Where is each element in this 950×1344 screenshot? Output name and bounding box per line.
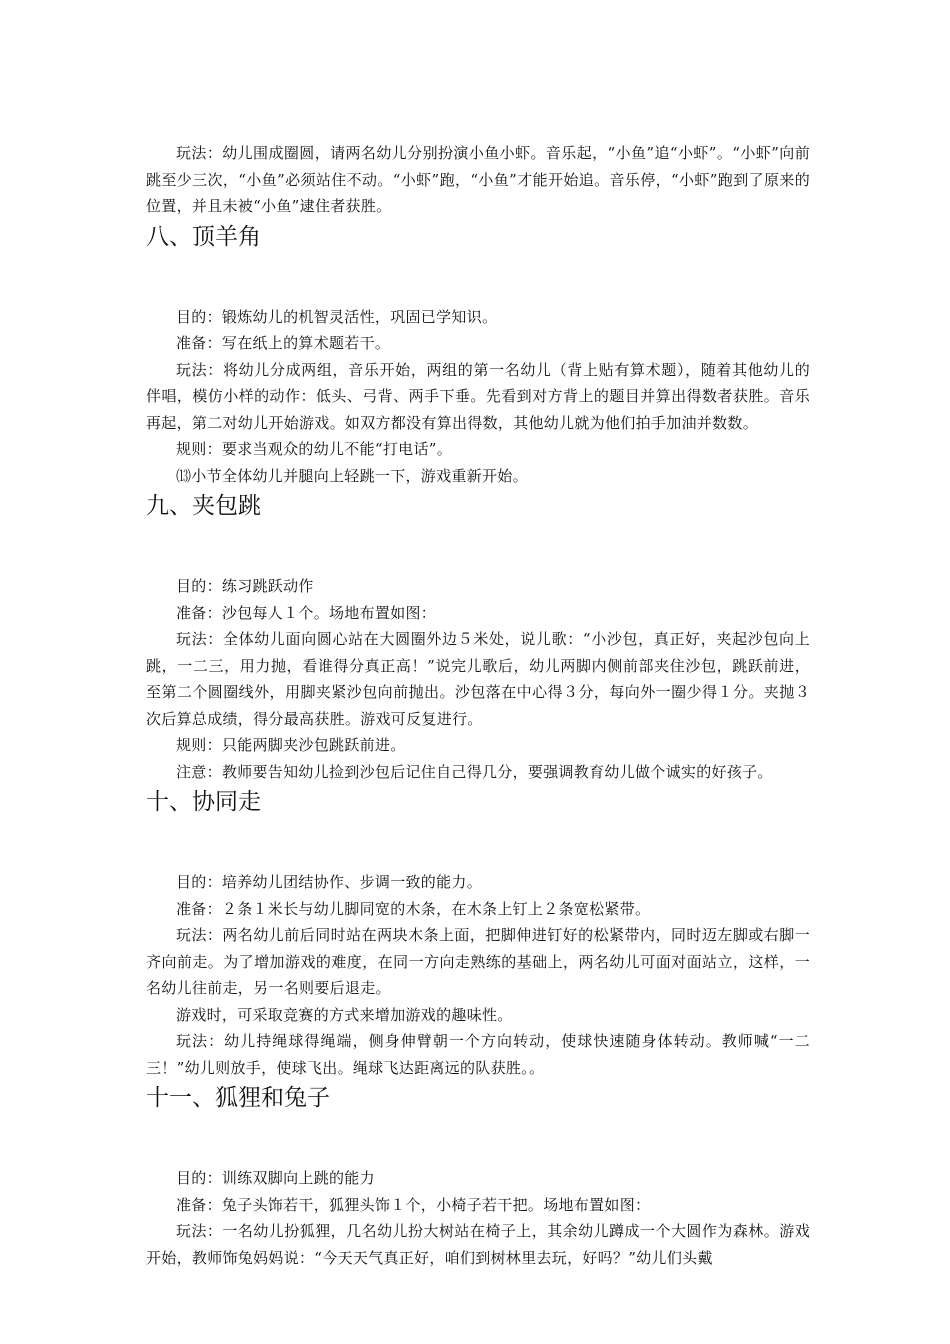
section-10-title: 十、协同走 bbox=[146, 789, 261, 815]
section-9-rules: 规则：只能两脚夹沙包跳跃前进。 bbox=[176, 736, 406, 754]
section-9-spacer bbox=[146, 523, 810, 573]
section-10-spacer bbox=[146, 819, 810, 869]
section-11-purpose: 目的：训练双脚向上跳的能力 bbox=[176, 1169, 375, 1187]
section-8-title: 八、顶羊角 bbox=[146, 223, 261, 250]
section-9-preparation: 准备：沙包每人１个。场地布置如图： bbox=[176, 603, 437, 622]
section-10-preparation: 准备：２条１米长与幼儿脚同宽的木条，在木条上钉上２条宽松紧带。 bbox=[176, 899, 651, 918]
section-11-spacer bbox=[146, 1115, 810, 1165]
section-11-title: 十一、狐狸和兔子 bbox=[146, 1085, 330, 1111]
section-8-preparation: 准备：写在纸上的算术题若干。 bbox=[176, 334, 391, 352]
section-10-competition: 游戏时，可采取竞赛的方式来增加游戏的趣味性。 bbox=[176, 1005, 513, 1024]
section-8-purpose: 目的：锻炼幼儿的机智灵活性，巩固已学知识。 bbox=[176, 307, 498, 326]
document-page bbox=[146, 140, 810, 1271]
section-8-spacer bbox=[146, 254, 810, 304]
section-9-play: 玩法：全体幼儿面向圆心站在大圆圈外边５米处，说儿歌：“小沙包，真正好，夹起沙包向上跳，一二三，用力抛，看谁得分真正高！”说完儿歌后，幼儿两脚内侧前部夹住沙包，跳跃前进，至第二个圆圈线外，用脚夹紧沙包向前抛出。沙包落在中心得３分，每向外一圈少得１分。夹抛３次后算总成绩，得分最高获胜。游戏可反复进行。 bbox=[146, 630, 810, 728]
section-10-play: 玩法：两名幼儿前后同时站在两块木条上面，把脚伸进钉好的松紧带内，同时迈左脚或右脚一齐向前走。为了增加游戏的难度，在同一方向走熟练的基础上，两名幼儿可面对面站立，这样，一名幼儿往前走，另一名则要后退走。 bbox=[146, 926, 810, 997]
section-10-play-2: 玩法：幼儿持绳球得绳端，侧身伸臂朝一个方向转动，使球快速随身体转动。教师喊“一二三！”幼儿则放手，使球飞出。绳球飞达距离远的队获胜。。 bbox=[146, 1032, 810, 1077]
section-8-note: ⒀小节全体幼儿并腿向上轻跳一下，游戏重新开始。 bbox=[176, 466, 528, 485]
intro-play-paragraph: 玩法：幼儿围成圈圆，请两名幼儿分别扮演小鱼小虾。音乐起，“小鱼”追“小虾”。“小虾”向前跳至少三次，“小鱼”必须站住不动。“小虾”跑，“小鱼”才能开始追。音乐停，“小虾”跑到了原来的位置，并且未被“小鱼”逮住者获胜。 bbox=[146, 144, 810, 215]
section-8-rules: 规则：要求当观众的幼儿不能“打电话”。 bbox=[176, 440, 453, 458]
section-10-purpose: 目的：培养幼儿团结协作、步调一致的能力。 bbox=[176, 873, 483, 891]
section-9-title: 九、夹包跳 bbox=[146, 493, 261, 519]
section-11-play: 玩法：一名幼儿扮狐狸，几名幼儿扮大树站在椅子上，其余幼儿蹲成一个大圆作为森林。游戏开始，教师饰兔妈妈说：“今天天气真正好，咱们到树林里去玩，好吗？”幼儿们头戴 bbox=[146, 1222, 810, 1267]
section-8-play: 玩法：将幼儿分成两组，音乐开始，两组的第一名幼儿（背上贴有算术题），随着其他幼儿的伴唱，模仿小样的动作：低头、弓背、两手下垂。先看到对方背上的题目并算出得数者获胜。音乐再起，第二对幼儿开始游戏。如双方都没有算出得数，其他幼儿就为他们拍手加油并数数。 bbox=[146, 360, 810, 432]
section-11-preparation: 准备：兔子头饰若干，狐狸头饰１个，小椅子若干把。场地布置如图： bbox=[176, 1195, 651, 1214]
section-9-purpose: 目的：练习跳跃动作 bbox=[176, 577, 314, 595]
section-9-attention: 注意：教师要告知幼儿捡到沙包后记住自己得几分，要强调教育幼儿做个诚实的好孩子。 bbox=[176, 762, 773, 781]
